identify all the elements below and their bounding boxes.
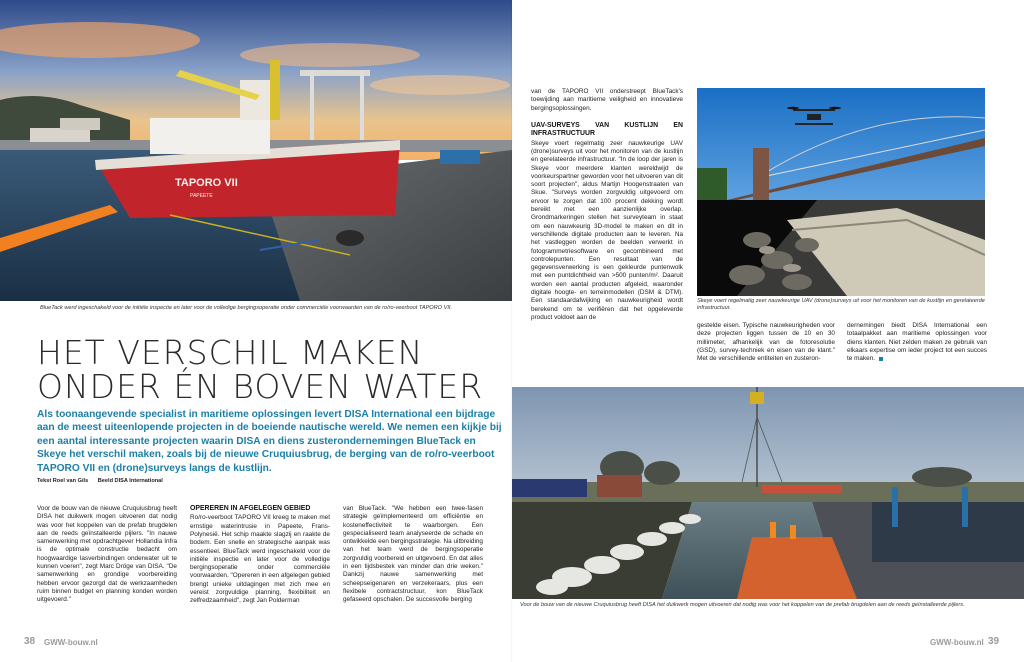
drone-photo-caption: Skeye voert regelmatig zeer nauwkeurige UAV (drone)surveys uit voor het monitoren van de kustlijn en gerelateerde infrastructuur. — [697, 298, 985, 312]
left-column-2 — [190, 505, 330, 606]
byline-photo-credit: Beeld DISA International — [97, 478, 163, 484]
headline-line-2: ONDER ÉN BOVEN WATER — [37, 367, 484, 406]
body-text: gestelde eisen. Typische nauwkeurigheden voor deze projecten liggen tussen de 10 en 30 millimeter, afhankelijk van de fotoresolutie (GSD), survey-techniek en eisen van de klant." Met de verschillende entiteiten en zusteron- — [697, 322, 835, 363]
coastline-rocks-photo — [697, 200, 985, 296]
ship-photo-caption: BlueTack werd ingeschakeld voor de initiële inspectie en later voor de volledige bergingsoperatie onder commerciële voorwaarden van de ro/ro-veerboot TAPORO VII. — [40, 305, 452, 311]
ship-photo — [0, 0, 512, 301]
right-column-3 — [847, 322, 987, 363]
body-text: Ro/ro-veerboot TAPORO VII kreeg te maken met ernstige waterintrusie in Papeete, Frans-Polynesië. Het schip maakte slagzij en raakte de bodem. Een snelle en strategische aanpak was essentieel. BlueTack werd ingeschakeld voor de initiële inspectie en later voor de volledige bergingsoperatie onder commerciële voorwaarden. "Opereren in een afgelegen gebied brengt unieke uitdagingen met zich mee en vereist zorgvuldige planning, flexibiliteit en zelfredzaamheid", zegt Jan Polderman — [190, 514, 330, 605]
body-text: van BlueTack. "We hebben een twee-fasen strategie geïmplementeerd om efficiëntie en kosteneffectiviteit te waarborgen. Een gespecialiseerd team analyseerde de schade en ontwikkelde een bergingsstrategie. Na uitbreiding van het team werd de bergingsoperatie zorgvuldig voorbereid en uitgevoerd. En dat alles in een tijdsbestek van minder dan drie weken." Dankzij nauwe samenwerking met scheepseigenaren en verzekeraars, plus een flexibele contractstructuur, kon BlueTack gefaseerd opschalen. De succesvolle berging — [343, 505, 483, 604]
byline — [37, 478, 171, 484]
section-subhead: OPEREREN IN AFGELEGEN GEBIED — [190, 505, 311, 512]
body-text: Voor de bouw van de nieuwe Cruquiusbrug heeft DISA het duikwerk mogen uitvoeren dat nodig was voor het koppelen van de prefab brugdelen aan de reeds geïnstalleerde pijlers. "In nauwe samenwerking met opdrachtgever Hollandia Infra is de optimale constructie bedacht om hoogwaardige lasverbindingen onderwater uit te kunnen voeren", zegt Marc Dröge van DISA. "De samenwerking en grondige voorbereiding hebben ervoor gezorgd dat de werkzaamheden ruim binnen budget en planning konden worden uitgevoerd." — [37, 505, 177, 604]
section-subhead: UAV-SURVEYS VAN KUSTLIJN EN INFRASTRUCTUUR — [531, 121, 683, 138]
right-column-2 — [697, 322, 835, 363]
byline-text-credit: Tekst Roel van Gils — [37, 478, 89, 484]
body-text: van de TAPORO VII onderstreept BlueTack's toewijding aan maritieme veiligheid en innovatieve bergingsoplossingen. — [531, 88, 683, 112]
bridge-photo-caption: Voor de bouw van de nieuwe Cruquiusbrug heeft DISA het duikwerk mogen uitvoeren dat nodig was voor het koppelen van de prefab brugdelen aan de reeds geïnstalleerde pijlers. — [520, 602, 965, 608]
page-number-right: 39 — [988, 636, 1000, 647]
drone-bridge-photo — [697, 88, 985, 200]
body-text: Skeye voert regelmatig zeer nauwkeurige UAV (drone)surveys uit voor het monitoren van de kustlijn en gerelateerde infrastructuur. "In de loop der jaren is Skeye voor meerdere klanten wereldwijd de voorkeurspartner geworden voor het uitvoeren van dit soort projecten", aldus Martijn Hoogenstraaten van Skue. "Surveys worden zorgvuldig uitgevoerd om ervoor te zorgen dat 100 procent dekking wordt bereikt met een aanzienlijke overlap. Grondmarkeringen stellen het surveyteam in staat om een nauwkeurig 3D-model te maken en dit in verschillende digitale producten aan te leveren. Na het vastleggen worden de beelden verwerkt in fotogrammetriesoftware en gecombineerd met controlepunten. Een resultaat van de gegevensverwerking is een gekleurde puntenwolk met een puntdichtheid van >500 punten/m². Daaruit worden een aantal producten afgeleid, waaronder digitale hoogte- en terreinmodellen (DSM & DTM). Een standaardafwijking en nauwkeurigheid wordt berekend om te verifiëren dat het opgeleverde product voldoet aan de — [531, 139, 683, 321]
headline-line-1: HET VERSCHIL MAKEN — [37, 333, 424, 372]
cruquiusbrug-construction-photo — [512, 387, 1024, 599]
right-column-1 — [531, 88, 683, 322]
body-text: dernemingen biedt DISA International een totaalpakket aan maritieme oplossingen voor diens klanten. Niet zelden maken ze gebruik van elkaars expertise om ieder project tot een succes te maken. — [847, 322, 987, 363]
article-headline — [37, 333, 497, 406]
site-name-left: GWW-bouw.nl — [44, 638, 98, 647]
site-name-right: GWW-bouw.nl — [930, 638, 984, 647]
left-column-3 — [343, 505, 483, 605]
ship-name-label: TAPORO VII — [175, 177, 238, 189]
page-number-left: 38 — [24, 636, 36, 647]
left-column-1 — [37, 505, 177, 605]
article-end-mark — [879, 357, 883, 361]
article-lead: Als toonaangevende specialist in maritieme oplossingen levert DISA International een bijdrage aan de meest uiteenlopende projecten in de boeiende nautische wereld. We nemen een kijkje bij een aantal interessante projecten waarin DISA en diens zusterondernemingen BlueTack en Skeye het verschil maken, zoals bij de nieuwe Cruquiusbrug, de berging van de ro/ro-veerboot TAPORO VII en (drone)surveys langs de kustlijn. — [37, 409, 502, 474]
ship-port-label: PAPEETE — [190, 193, 213, 199]
